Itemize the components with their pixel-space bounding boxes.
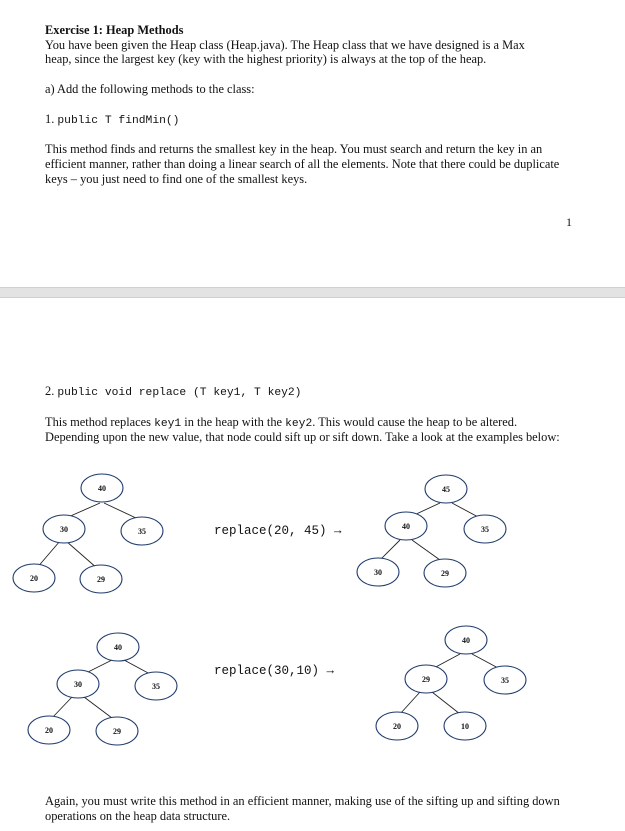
edge — [380, 540, 400, 560]
heap-node — [464, 515, 506, 543]
heap-node — [357, 558, 399, 586]
heap-node — [80, 565, 122, 593]
edge — [124, 660, 150, 674]
svg-text:40: 40 — [98, 484, 106, 493]
tree-ex2-after — [376, 626, 526, 740]
example1-label: replace(20, 45) → — [214, 524, 342, 538]
heap-node — [444, 712, 486, 740]
heap-node — [97, 633, 139, 661]
svg-text:20: 20 — [45, 726, 53, 735]
heap-node — [13, 564, 55, 592]
heap-node — [81, 474, 123, 502]
svg-text:30: 30 — [374, 568, 382, 577]
heap-node — [96, 717, 138, 745]
heap-node — [424, 559, 466, 587]
edge — [452, 503, 480, 518]
heap-node — [43, 515, 85, 543]
svg-text:35: 35 — [501, 676, 509, 685]
heap-diagrams — [0, 298, 625, 831]
example2-label: replace(30,10) → — [214, 664, 335, 678]
svg-text:30: 30 — [74, 680, 82, 689]
heap-node — [484, 666, 526, 694]
svg-text:29: 29 — [441, 569, 449, 578]
page-separator — [0, 287, 625, 298]
method2-desc-line-2: Depending upon the new value, that node could sift up or sift down. Take a look at the examples below: — [45, 430, 560, 444]
heap-node — [376, 712, 418, 740]
method1-desc-line-1: This method finds and returns the smallest key in the heap. You must search and return the key in an — [45, 142, 543, 156]
svg-text:10: 10 — [461, 722, 469, 731]
method1-heading — [45, 112, 585, 129]
desc-text-b: in the heap with the — [181, 415, 286, 429]
method2-number: 2. — [45, 384, 55, 398]
method1-desc-line-2: efficient manner, rather than doing a linear search of all the elements. Note that there could be duplicate — [45, 157, 560, 171]
part-a-heading: a) Add the following methods to the class: — [45, 82, 255, 96]
document-page-2 — [0, 298, 625, 831]
svg-text:20: 20 — [393, 722, 401, 731]
desc-code-key2: key2 — [285, 418, 313, 430]
edge — [412, 540, 440, 560]
document-page-1 — [0, 0, 625, 287]
heap-node — [445, 626, 487, 654]
closing-line-1: Again, you must write this method in an efficient manner, making use of the sifting up and sifting down — [45, 794, 560, 808]
intro-line-2: heap, since the largest key (key with the highest priority) is always at the top of the heap. — [45, 52, 487, 66]
desc-text-a: This method replaces — [45, 415, 155, 429]
svg-text:29: 29 — [422, 675, 430, 684]
heap-node — [135, 672, 177, 700]
svg-text:45: 45 — [442, 485, 450, 494]
edge — [432, 692, 460, 714]
svg-text:35: 35 — [152, 682, 160, 691]
svg-text:40: 40 — [114, 643, 122, 652]
edge — [66, 541, 98, 569]
method1-desc-line-3: keys – you just need to find one of the smallest keys. — [45, 172, 308, 186]
method2-signature: public void replace (T key1, T key2) — [57, 387, 302, 399]
closing-line-2: operations on the heap data structure. — [45, 809, 231, 823]
exercise-title: Exercise 1: Heap Methods — [45, 23, 184, 37]
edge — [400, 692, 420, 714]
method1-signature: public T findMin() — [57, 115, 180, 127]
svg-text:29: 29 — [113, 727, 121, 736]
edge — [472, 654, 500, 669]
edge — [104, 503, 136, 518]
heap-node — [121, 517, 163, 545]
edge — [84, 697, 112, 718]
svg-text:35: 35 — [481, 525, 489, 534]
intro-line-1: You have been given the Heap class (Heap.java). The Heap class that we have designed is a Max — [45, 38, 525, 52]
desc-code-key1: key1 — [154, 418, 182, 430]
svg-text:40: 40 — [462, 636, 470, 645]
page-number: 1 — [566, 215, 572, 229]
svg-text:40: 40 — [402, 522, 410, 531]
tree-ex1-before — [13, 474, 163, 593]
edge — [52, 697, 72, 718]
heap-node — [425, 475, 467, 503]
heap-node — [405, 665, 447, 693]
svg-text:30: 30 — [60, 525, 68, 534]
desc-text-c: . This would cause the heap to be altered. — [312, 415, 518, 429]
svg-text:20: 20 — [30, 574, 38, 583]
svg-text:29: 29 — [97, 575, 105, 584]
tree-ex2-before — [28, 633, 177, 745]
tree-ex1-after — [357, 475, 506, 587]
heap-node — [57, 670, 99, 698]
svg-text:35: 35 — [138, 527, 146, 536]
heap-node — [28, 716, 70, 744]
method1-number: 1. — [45, 112, 55, 126]
heap-node — [385, 512, 427, 540]
